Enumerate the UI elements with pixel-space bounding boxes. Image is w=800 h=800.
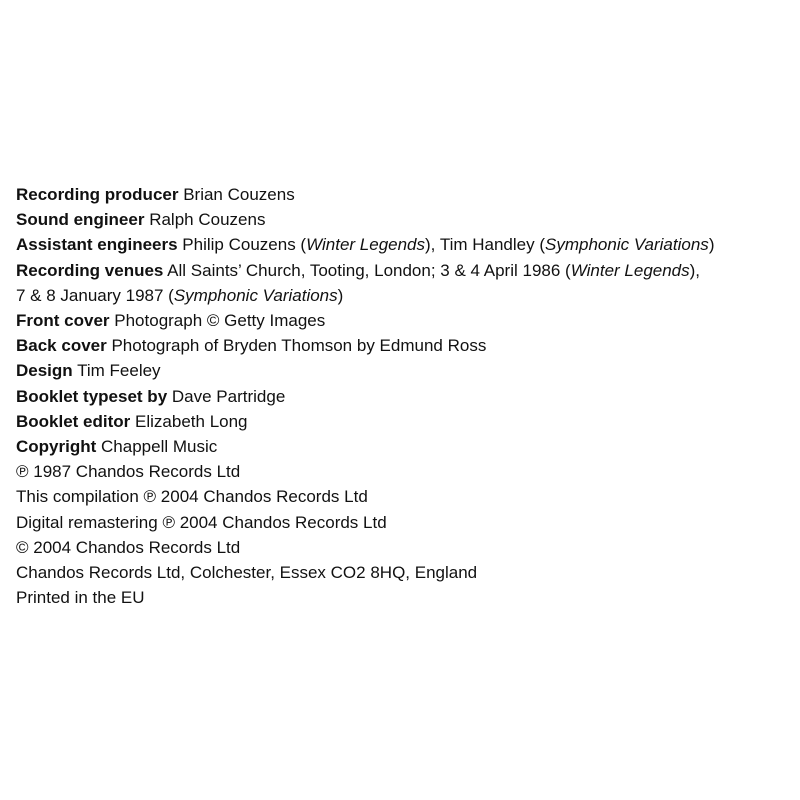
credit-value: 7 & 8 January 1987 bbox=[16, 285, 164, 305]
credit-assistant-engineers: Assistant engineers Philip Couzens (Winter Legends), Tim Handley (Symphonic Variations) bbox=[16, 235, 715, 255]
credit-label: Design bbox=[16, 361, 73, 381]
credit-copyright bbox=[16, 434, 792, 459]
credit-value: Photograph of Bryden Thomson by Edmund Ross bbox=[111, 336, 487, 356]
credit-value: Tim Feeley bbox=[77, 361, 161, 381]
credit-value: Ralph Couzens bbox=[149, 210, 266, 230]
credit-label: Booklet editor bbox=[16, 411, 131, 431]
credit-label: Recording venues bbox=[16, 260, 164, 280]
credit-value: Dave Partridge bbox=[171, 386, 286, 406]
credit-label: Back cover bbox=[16, 336, 107, 356]
credit-recording-venues: Recording venues All Saints’ Church, Tooting, London; 3 & 4 April 1986 (Winter Legends), bbox=[16, 260, 701, 280]
credit-label: Sound engineer bbox=[16, 210, 145, 230]
notice-compilation: This compilation ℗ 2004 Chandos Records Ltd bbox=[16, 487, 368, 507]
notice-remastering: Digital remastering ℗ 2004 Chandos Records Ltd bbox=[16, 512, 387, 532]
credit-value: Tim Handley bbox=[439, 235, 535, 255]
credit-label: Booklet typeset by bbox=[16, 386, 168, 406]
notice-phonogram-1987: ℗ 1987 Chandos Records Ltd bbox=[16, 462, 241, 482]
credit-value: Chappell Music bbox=[101, 437, 218, 457]
credit-label: Recording producer bbox=[16, 185, 179, 204]
credit-value: Philip Couzens bbox=[182, 235, 296, 255]
credit-booklet-typeset bbox=[16, 384, 792, 409]
credit-recording-producer bbox=[16, 182, 792, 207]
credit-value: Photograph © Getty Images bbox=[114, 311, 326, 331]
work-title: Winter Legends bbox=[570, 260, 690, 280]
credit-value: Elizabeth Long bbox=[135, 411, 248, 431]
credit-front-cover bbox=[16, 308, 792, 333]
notice-printed: Printed in the EU bbox=[16, 588, 145, 608]
credit-back-cover bbox=[16, 333, 792, 358]
credit-label: Assistant engineers bbox=[16, 235, 178, 255]
work-title: Winter Legends bbox=[306, 235, 426, 255]
credit-label: Front cover bbox=[16, 311, 110, 331]
credit-recording-venues-cont: 7 & 8 January 1987 (Symphonic Variations) bbox=[16, 285, 344, 305]
work-title: Symphonic Variations bbox=[173, 285, 338, 305]
credits-block bbox=[16, 182, 792, 610]
credit-sound-engineer bbox=[16, 207, 792, 232]
credit-design bbox=[16, 358, 792, 383]
credit-value: Brian Couzens bbox=[183, 185, 295, 204]
credit-label: Copyright bbox=[16, 437, 97, 457]
work-title: Symphonic Variations bbox=[545, 235, 709, 255]
credit-booklet-editor bbox=[16, 409, 792, 434]
notice-address: Chandos Records Ltd, Colchester, Essex CO2 8HQ, England bbox=[16, 563, 478, 583]
credit-value: All Saints’ Church, Tooting, London; 3 & 4 April 1986 bbox=[167, 260, 561, 280]
notice-copyright-2004: © 2004 Chandos Records Ltd bbox=[16, 537, 241, 557]
